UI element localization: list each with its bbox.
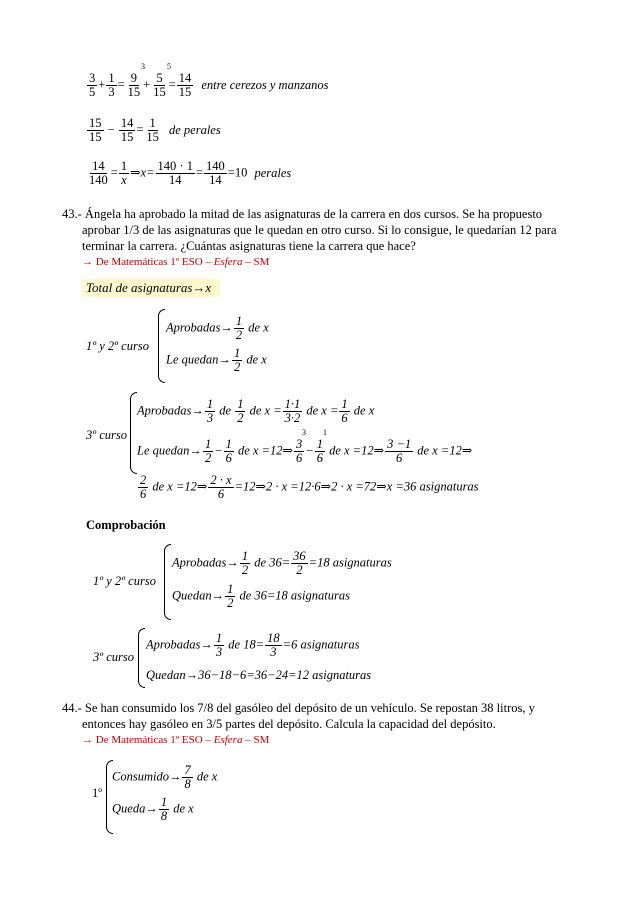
brace-course-3 — [130, 392, 137, 474]
course-12-row-1: Aprobadas→ $\frac{1}{2}$ de x — [166, 314, 269, 343]
problem-44-source: → De Matemáticas 1º ESO – Esfera – SM — [82, 734, 270, 746]
equation-line-2: $\frac{15}{15}$ − $\frac{14}{15}$ = $\frac{1}{15}$ de perales — [89, 116, 221, 145]
superscript-5: 5 — [167, 62, 171, 71]
problem-43-source: → De Matemáticas 1º ESO – Esfera – SM — [82, 256, 270, 268]
comprobacion-heading: Comprobación — [86, 518, 166, 532]
equation-line-3: $\frac{14}{140}$ = $\frac{1}{x}$ ⇒x= $\frac{140 \cdot 1}{14}$ = $\frac{140}{14}$ =10 perales — [89, 159, 292, 188]
course-12-row-2: Le quedan→ $\frac{1}{2}$ de x — [166, 346, 267, 375]
check-course-3-row-2: Quedan→36−18−6=36−24=12 asignaturas — [146, 668, 372, 682]
check-course-3-row-1: Aprobadas→ $\frac{1}{3}$ de 18= $\frac{18}{3}$ =6 asignaturas — [146, 631, 360, 660]
superscript-3b: 3 — [302, 428, 306, 437]
course-12-label: 1º y 2º curso — [86, 339, 149, 353]
check-course-12-row-2: Quedan→ $\frac{1}{2}$ de 36=18 asignaturas — [172, 582, 350, 611]
problem-43-statement: 43.- Ángela ha aprobado la mitad de las asignaturas de la carrera en dos cursos. Se ha propuesto aprobar 1/3 de las asignaturas que le quedan en otro curso. Si lo consigue, le quedarían 12 para terminar la carrera. ¿Cuántas asignaturas tiene la carrera que hace? → De Matemáticas 1º ESO – Esfera – SM — [62, 206, 582, 270]
check-course-12-label: 1º y 2º curso — [93, 574, 156, 588]
p44-label: 1º — [92, 786, 103, 800]
p44-row-2: Queda→ $\frac{1}{8}$ de x — [112, 795, 194, 824]
course-3-row-2: Le quedan→ $\frac{1}{2}$ − $\frac{1}{6}$ de x =12⇒ $\frac{3}{6}$ − $\frac{1}{6}$ de x =12⇒ $\frac{3 -1}{6}$ de x =12⇒ — [137, 437, 473, 466]
p44-row-1: Consumido→ $\frac{7}{8}$ de x — [112, 763, 218, 792]
course-3-row-1: Aprobadas→ $\frac{1}{3}$ de $\frac{1}{2}$ de x = $\frac{1\cdot 1}{3\cdot 2}$ de x = $\frac{1}{6}$ de x — [137, 397, 375, 426]
total-label: Total de asignaturas→x — [86, 280, 212, 295]
brace-check-12 — [164, 544, 171, 620]
problem-44-statement: 44.- Se han consumido los 7/8 del gasóleo del depósito de un vehículo. Se repostan 38 litros, y entonces hay gasóleo en 3/5 partes del depósito. Calcula la capacidad del depósito. → De Matemáticas 1º ESO – Esfera – SM — [62, 700, 582, 748]
superscript-1: 1 — [323, 428, 327, 437]
course-3-label: 3º curso — [86, 428, 128, 442]
course-3-row-3: $\frac{2}{6}$ de x =12⇒ $\frac{2 \cdot x}{6}$ =12⇒2 · x =12·6⇒2 · x =72⇒x =36 asignaturas — [140, 473, 479, 502]
brace-check-3 — [138, 628, 145, 688]
superscript-3: 3 — [141, 62, 145, 71]
check-course-3-label: 3º curso — [93, 650, 135, 664]
brace-course-12 — [158, 309, 165, 383]
check-course-12-row-1: Aprobadas→ $\frac{1}{2}$ de 36= $\frac{36}{2}$ =18 asignaturas — [172, 549, 392, 578]
equation-line-1: $\frac{3}{5}$ + $\frac{1}{3}$ = $\frac{9}{15}$ + $\frac{5}{15}$ = $\frac{14}{15}$ entre cerezos y manzanos — [89, 71, 329, 100]
